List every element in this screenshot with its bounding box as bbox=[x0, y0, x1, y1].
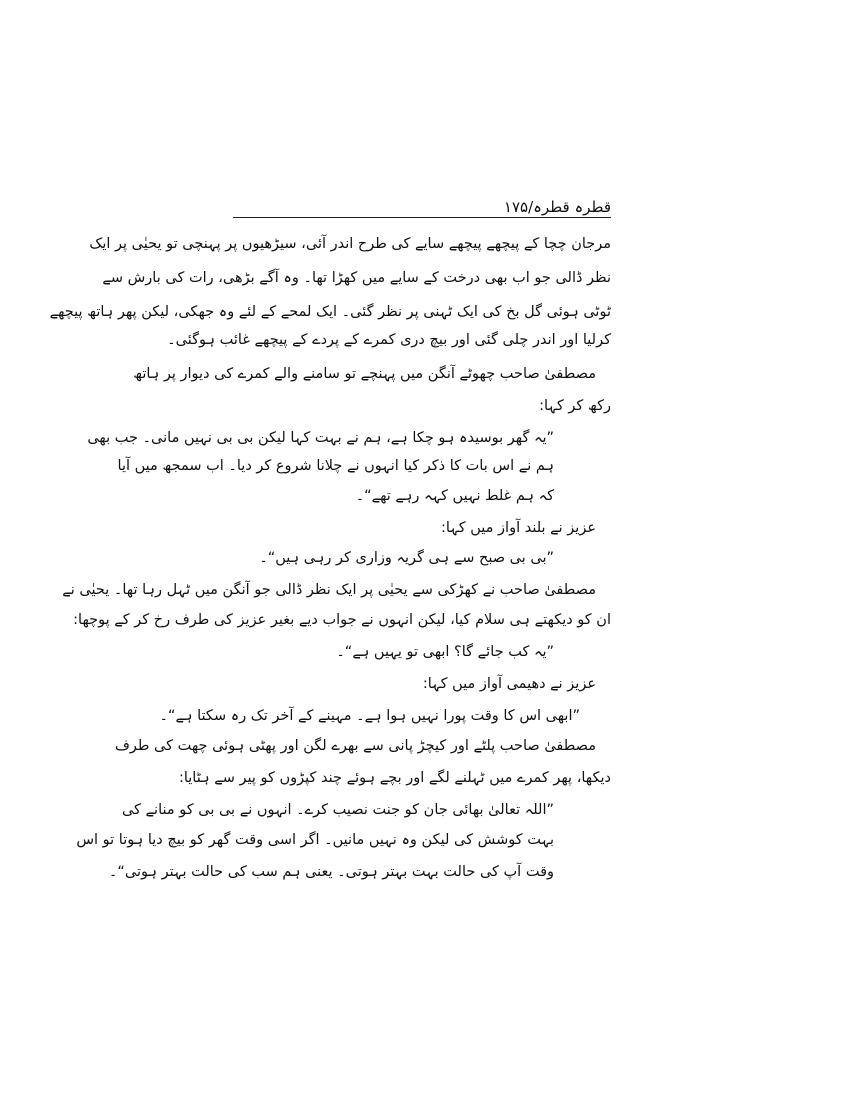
paragraph-line: ٹوٹی ہوئی گل بخ کی ایک ٹہنی پر نظر گئی۔ ایک لمحے کے لئے وہ جھکی، لیکن پھر ہاتھ پیچھے bbox=[49, 304, 611, 320]
quote-line: کہ ہم غلط نہیں کہہ رہے تھے“۔ bbox=[355, 488, 554, 504]
running-head-page-number: قطرہ قطرہ/۱۷۵ bbox=[503, 198, 611, 216]
quote-line: ”یہ گھر بوسیدہ ہو چکا ہے، ہم نے بہت کہا لیکن بی بی نہیں مانی۔ جب بھی bbox=[87, 430, 554, 446]
paragraph-line: مرجان چچا کے پیچھے پیچھے سایے کی طرح اندر آئی، سیڑھیوں پر پہنچی تو یحیٰی پر ایک bbox=[89, 236, 611, 252]
paragraph-line: دیکھا، پھر کمرے میں ٹہلنے لگے اور بچے ہوئے چند کپڑوں کو پیر سے ہٹایا: bbox=[178, 770, 611, 786]
quote-line: ”یہ کب جائے گا؟ ابھی تو یہیں ہے“۔ bbox=[336, 644, 554, 660]
paragraph-line: کرلیا اور اندر چلی گئی اور بیچ دری کمرے کے پردے کے پیچھے غائب ہوگئی۔ bbox=[167, 332, 611, 348]
quote-line: ”ابھی اس کا وقت پورا نہیں ہوا ہے۔ مہینے کے آخر تک رہ سکتا ہے“۔ bbox=[159, 708, 580, 724]
quote-line: بہت کوشش کی لیکن وہ نہیں مانیں۔ اگر اسی وقت گھر کو بیچ دیا ہوتا تو اس bbox=[76, 832, 554, 848]
quote-line: ”اللہ تعالیٰ بھائی جان کو جنت نصیب کرے۔ انہوں نے بی بی کو منانے کی bbox=[121, 802, 554, 818]
quote-line: ”بی بی صبح سے ہی گریہ وزاری کر رہی ہیں“۔ bbox=[259, 550, 554, 566]
paragraph-line: نظر ڈالی جو اب بھی درخت کے سایے میں کھڑا تھا۔ وہ آگے بڑھی، رات کی بارش سے bbox=[102, 270, 611, 286]
page-header bbox=[233, 196, 611, 218]
paragraph-line: مصطفیٰ صاحب چھوٹے آنگن میں پہنچے تو سامنے والے کمرے کی دیوار پر ہاتھ bbox=[133, 366, 596, 382]
paragraph-line: مصطفیٰ صاحب نے کھڑکی سے یحیٰی پر ایک نظر ڈالی جو آنگن میں ٹہل رہا تھا۔ یحیٰی نے bbox=[62, 582, 596, 598]
quote-line: وقت آپ کی حالت بہت بہتر ہوتی۔ یعنی ہم سب کی حالت بہتر ہوتی“۔ bbox=[108, 864, 554, 880]
paragraph-line: مصطفیٰ صاحب پلٹے اور کیچڑ پانی سے بھرے لگن اور پھٹی ہوئی چھت کی طرف bbox=[114, 738, 596, 754]
paragraph-line: رکھ کر کہا: bbox=[539, 398, 611, 414]
paragraph-line: عزیز نے دھیمی آواز میں کہا: bbox=[422, 676, 596, 692]
quote-line: ہم نے اس بات کا ذکر کیا انہوں نے چلانا شروع کر دیا۔ اب سمجھ میں آیا bbox=[117, 458, 554, 474]
paragraph-line: عزیز نے بلند آواز میں کہا: bbox=[440, 520, 596, 536]
header-divider bbox=[233, 217, 611, 218]
paragraph-line: ان کو دیکھتے ہی سلام کیا، لیکن انہوں نے جواب دیے بغیر عزیز کی طرف رخ کر کے پوچھا: bbox=[73, 612, 611, 628]
